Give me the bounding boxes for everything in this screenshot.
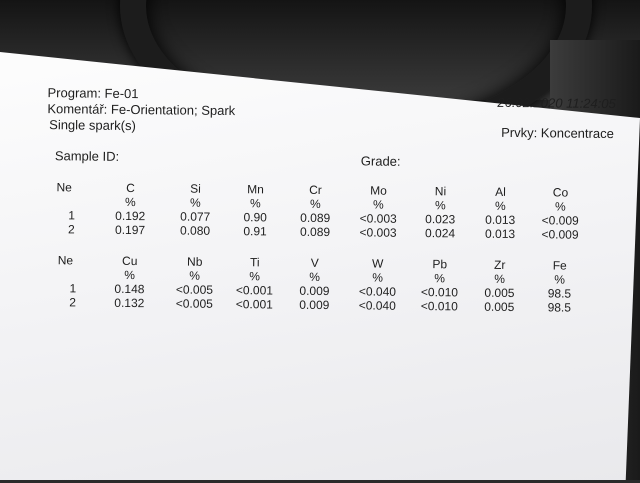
table-cell-cr: 0.089 bbox=[299, 224, 331, 240]
table-cell-fe: 98.5 bbox=[547, 300, 572, 315]
unit-header: % bbox=[494, 271, 506, 286]
unit-header: % bbox=[434, 271, 446, 286]
unit-header: % bbox=[249, 269, 261, 284]
unit-header: % bbox=[494, 198, 506, 213]
table-cell-pb: <0.010 bbox=[420, 285, 459, 300]
unit-header: % bbox=[309, 196, 321, 212]
row-number: 1 bbox=[68, 208, 76, 223]
datetime-label: 26.02.2020 11:24:05 bbox=[497, 94, 616, 112]
table-cell-w: <0.040 bbox=[358, 284, 397, 299]
unit-header: % bbox=[124, 267, 136, 283]
table-cell-cr: 0.089 bbox=[300, 210, 331, 226]
table2-row-label-header: Ne bbox=[57, 253, 74, 268]
table-cell-co: <0.009 bbox=[541, 227, 579, 242]
unit-header: % bbox=[309, 269, 321, 285]
element-header-al: Al bbox=[495, 184, 506, 199]
unit-header: % bbox=[124, 194, 136, 210]
table-cell-mn: 0.91 bbox=[243, 224, 267, 239]
table-cell-ti: <0.001 bbox=[235, 283, 274, 298]
mode-label: Single spark(s) bbox=[49, 117, 136, 134]
table-cell-al: 0.013 bbox=[484, 226, 516, 242]
elements-mode-label: Prvky: Koncentrace bbox=[501, 124, 614, 142]
unit-header: % bbox=[189, 268, 201, 283]
row-number: 1 bbox=[69, 281, 77, 296]
table-cell-al: 0.013 bbox=[485, 212, 516, 228]
element-header-zr: Zr bbox=[494, 257, 506, 272]
table-cell-cu: 0.148 bbox=[114, 281, 145, 297]
table-cell-w: <0.040 bbox=[358, 298, 396, 313]
element-header-pb: Pb bbox=[432, 257, 448, 272]
unit-header: % bbox=[372, 197, 384, 212]
element-header-v: V bbox=[310, 255, 319, 270]
table-cell-mo: <0.003 bbox=[359, 225, 397, 240]
element-header-ni: Ni bbox=[434, 184, 447, 199]
table-cell-si: 0.080 bbox=[180, 223, 211, 238]
element-header-ti: Ti bbox=[249, 255, 260, 270]
element-header-si: Si bbox=[190, 181, 201, 196]
table-cell-ni: 0.024 bbox=[424, 226, 456, 241]
row-number: 2 bbox=[69, 295, 77, 310]
unit-header: % bbox=[554, 199, 566, 214]
unit-header: % bbox=[434, 198, 446, 213]
element-header-nb: Nb bbox=[187, 254, 203, 269]
comment-label: Komentář: Fe-Orientation; Spark bbox=[47, 101, 236, 119]
element-header-c: C bbox=[126, 180, 135, 196]
unit-header: % bbox=[249, 196, 261, 211]
table-cell-mn: 0.90 bbox=[243, 210, 267, 225]
table-cell-cu: 0.132 bbox=[114, 295, 145, 311]
sample-id-label: Sample ID: bbox=[54, 148, 120, 164]
unit-header: % bbox=[189, 195, 201, 210]
table-cell-nb: <0.005 bbox=[175, 282, 214, 297]
grade-label: Grade: bbox=[360, 153, 401, 169]
table-cell-si: 0.077 bbox=[180, 209, 211, 224]
table1-row-label-header: Ne bbox=[56, 180, 72, 195]
table-cell-c: 0.197 bbox=[115, 222, 146, 238]
table-cell-nb: <0.005 bbox=[175, 296, 213, 311]
unit-header: % bbox=[554, 272, 566, 287]
table-cell-co: <0.009 bbox=[541, 213, 579, 228]
row-number: 2 bbox=[68, 222, 75, 237]
table-cell-mo: <0.003 bbox=[359, 211, 397, 226]
element-header-cu: Cu bbox=[122, 253, 138, 269]
table-cell-v: 0.009 bbox=[299, 283, 330, 299]
table-cell-zr: 0.005 bbox=[484, 299, 515, 315]
unit-header: % bbox=[372, 270, 384, 285]
table-cell-zr: 0.005 bbox=[484, 285, 515, 301]
element-header-fe: Fe bbox=[552, 258, 567, 273]
element-header-mn: Mn bbox=[247, 182, 264, 197]
element-header-co: Co bbox=[552, 185, 569, 200]
element-header-cr: Cr bbox=[309, 182, 322, 198]
element-header-mo: Mo bbox=[370, 183, 387, 198]
table-cell-ti: <0.001 bbox=[235, 297, 273, 312]
table-cell-fe: 98.5 bbox=[547, 286, 572, 301]
program-label: Program: Fe-01 bbox=[47, 85, 139, 102]
table-cell-ni: 0.023 bbox=[425, 212, 456, 227]
table-cell-pb: <0.010 bbox=[420, 299, 458, 314]
table-cell-v: 0.009 bbox=[299, 297, 330, 313]
table-cell-c: 0.192 bbox=[115, 208, 146, 224]
element-header-w: W bbox=[372, 256, 384, 271]
